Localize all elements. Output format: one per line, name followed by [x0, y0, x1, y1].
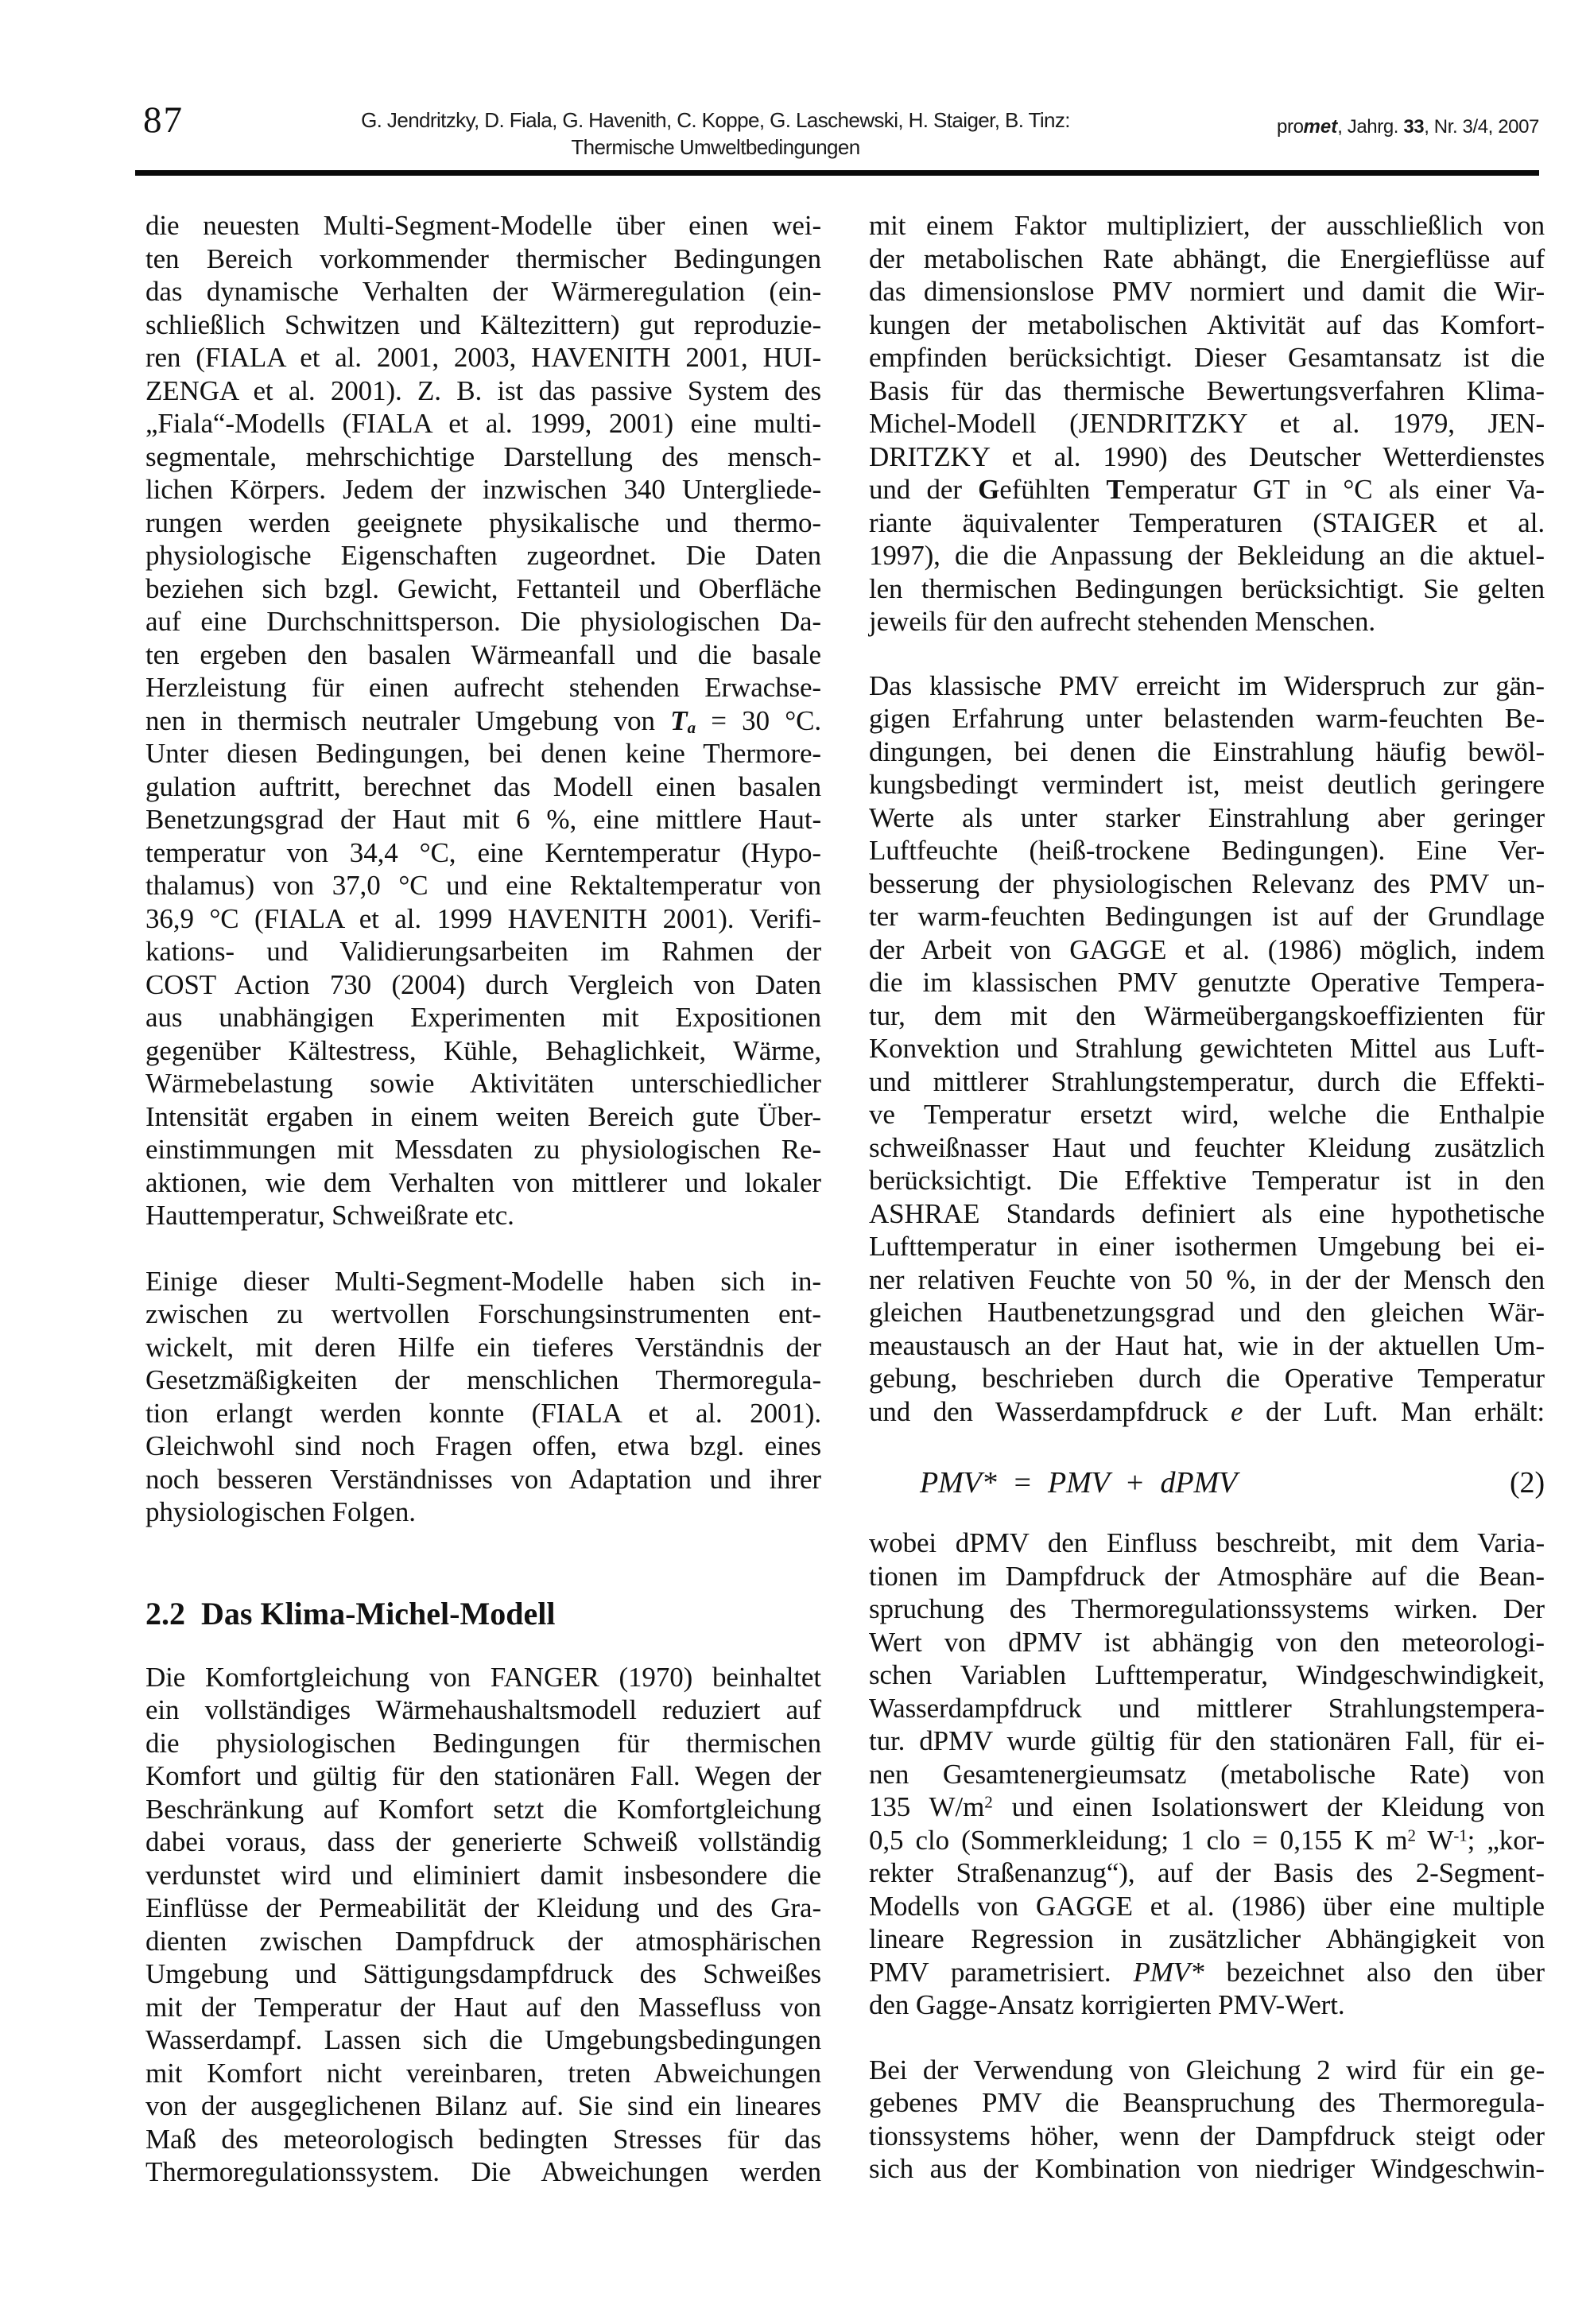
- text-line: physiologische Eigenschaften zugeordnet. Die Daten: [145, 540, 821, 571]
- text-line: schen Variablen Lufttemperatur, Windgeschwindigkeit,: [869, 1659, 1545, 1690]
- text-line: Maß des meteorologisch bedingten Stresses für das: [145, 2123, 821, 2155]
- text-line: rekter Straßenanzug“), auf der Basis des 2-Segment-: [869, 1857, 1545, 1888]
- paragraph-right-3: [869, 1527, 1545, 2022]
- text-line: Wasserdampfdruck und mittlerer Strahlungstempera-: [869, 1692, 1545, 1724]
- text-line: „Fiala“-Modells (FIALA et al. 1999, 2001) eine multi-: [145, 408, 821, 439]
- text-line: gleichen Hautbenetzungsgrad und den gleichen Wär-: [869, 1297, 1545, 1328]
- text-line: und den Wasserdampfdruck e der Luft. Man erhält:: [869, 1395, 1545, 1427]
- text-line: ASHRAE Standards definiert als eine hypothetische: [869, 1197, 1545, 1229]
- text-line: Luftfeuchte (heiß-trockene Bedingungen). Eine Ver-: [869, 835, 1545, 866]
- text-line: tion erlangt werden konnte (FIALA et al. 2001).: [145, 1397, 821, 1429]
- text-line: und der Gefühlten Temperatur GT in °C als einer Va-: [869, 474, 1545, 505]
- text-line: Unter diesen Bedingungen, bei denen keine Thermore-: [145, 738, 821, 769]
- text-line: Das klassische PMV erreicht im Widerspruch zur gän-: [869, 669, 1545, 701]
- text-line: der metabolischen Rate abhängt, die Energieflüsse auf: [869, 242, 1545, 274]
- text-line: riante äquivalenter Temperaturen (STAIGER et al.: [869, 506, 1545, 538]
- text-line: wobei dPMV den Einfluss beschreibt, mit dem Varia-: [869, 1527, 1545, 1558]
- header-center: [358, 107, 1073, 161]
- text-line: kungen der metabolischen Aktivität auf das Komfort-: [869, 308, 1545, 340]
- text-line: mit der Temperatur der Haut auf den Massefluss von: [145, 1991, 821, 2023]
- text-line: ve Temperatur ersetzt wird, welche die Enthalpie: [869, 1099, 1545, 1130]
- text-line: Herzleistung für einen aufrecht stehenden Erwachse-: [145, 672, 821, 703]
- text-line: empfinden berücksichtigt. Dieser Gesamtansatz ist die: [869, 342, 1545, 373]
- text-line: ner relativen Feuchte von 50 %, in der der Mensch den: [869, 1263, 1545, 1295]
- paragraph-right-2: [869, 669, 1545, 1429]
- text-line: jeweils für den aufrecht stehenden Menschen.: [869, 606, 1376, 637]
- text-line: ten ergeben den basalen Wärmeanfall und die basale: [145, 638, 821, 670]
- text-line: dabei voraus, dass der generierte Schweiß vollständig: [145, 1826, 821, 1857]
- text-line: schweißnasser Haut und feuchter Kleidung zusätzlich: [869, 1131, 1545, 1163]
- text-line: Wert von dPMV ist abhängig von den meteorologi-: [869, 1626, 1545, 1658]
- text-line: besserung der physiologischen Relevanz des PMV un-: [869, 867, 1545, 899]
- text-line: Wasserdampf. Lassen sich die Umgebungsbedingungen: [145, 2024, 821, 2055]
- text-line: lichen Körpers. Jedem der inzwischen 340 Untergliede-: [145, 474, 821, 505]
- text-line: DRITZKY et al. 1990) des Deutscher Wetterdienstes: [869, 440, 1545, 472]
- text-line: das dimensionslose PMV normiert und damit die Wir-: [869, 276, 1545, 307]
- section-heading: 2.2 Das Klima-Michel-Modell: [145, 1595, 556, 1631]
- left-column: [145, 209, 821, 2189]
- text-line: tur. dPMV wurde gültig für den stationären Fall, für ei-: [869, 1725, 1545, 1756]
- text-line: thalamus) von 37,0 °C und eine Rektaltemperatur von: [145, 870, 821, 901]
- text-line: ZENGA et al. 2001). Z. B. ist das passive System des: [145, 374, 821, 406]
- text-line: berücksichtigt. Die Effektive Temperatur ist in den: [869, 1165, 1545, 1196]
- text-line: kations- und Validierungsarbeiten im Rahmen der: [145, 936, 821, 967]
- text-line: den Gagge-Ansatz korrigierten PMV-Wert.: [869, 1989, 1345, 2020]
- text-line: aus unabhängigen Experimenten mit Expositionen: [145, 1002, 821, 1033]
- text-line: gigen Erfahrung unter belastenden warm-feuchten Be-: [869, 703, 1545, 734]
- equation-number: (2): [1509, 1466, 1545, 1500]
- text-line: einstimmungen mit Messdaten zu physiologischen Re-: [145, 1134, 821, 1165]
- header-rule: [135, 170, 1539, 176]
- equation-expression: PMV* = PMV + dPMV: [920, 1466, 1238, 1500]
- header-subtitle: Thermische Umweltbedingungen: [571, 135, 860, 159]
- right-column: [869, 209, 1545, 2186]
- text-line: ein vollständiges Wärmehaushaltsmodell reduziert auf: [145, 1694, 821, 1725]
- text-line: beziehen sich bzgl. Gewicht, Fettanteil und Oberfläche: [145, 572, 821, 604]
- text-line: tionssystems höher, wenn der Dampfdruck steigt oder: [869, 2120, 1545, 2151]
- text-line: mit Komfort nicht vereinbaren, treten Abweichungen: [145, 2057, 821, 2089]
- text-line: nen Gesamtenergieumsatz (metabolische Rate) von: [869, 1758, 1545, 1790]
- text-line: kungsbedingt vermindert ist, meist deutlich geringere: [869, 769, 1545, 800]
- text-line: Michel-Modell (JENDRITZKY et al. 1979, JEN-: [869, 408, 1545, 439]
- text-line: Einflüsse der Permeabilität der Kleidung und des Gra-: [145, 1892, 821, 1923]
- paragraph-left-3: [145, 1661, 821, 2189]
- text-line: auf eine Durchschnittsperson. Die physiologischen Da-: [145, 606, 821, 637]
- text-line: von der ausgeglichenen Bilanz auf. Sie sind ein lineares: [145, 2090, 821, 2121]
- text-line: tur, dem mit den Wärmeübergangskoeffizienten für: [869, 999, 1545, 1031]
- paragraph-right-1: [869, 209, 1545, 638]
- text-line: Einige dieser Multi-Segment-Modelle haben sich in-: [145, 1265, 821, 1297]
- text-line: sich aus der Kombination von niedriger Windgeschwin-: [869, 2153, 1545, 2184]
- text-line: 0,5 clo (Sommerkleidung; 1 clo = 0,155 K $m^2$ $W^{-1}$; „kor-: [869, 1824, 1545, 1856]
- text-line: 1997), die die Anpassung der Bekleidung an die aktuel-: [869, 540, 1545, 571]
- paragraph-left-1: [145, 209, 821, 1232]
- text-line: gebenes PMV die Beanspruchung des Thermoregula-: [869, 2087, 1545, 2118]
- text-line: Die Komfortgleichung von FANGER (1970) beinhaltet: [145, 1661, 821, 1693]
- text-line: 135 $W/m^2$ und einen Isolationswert der Kleidung von: [869, 1791, 1545, 1822]
- text-line: COST Action 730 (2004) durch Vergleich von Daten: [145, 968, 821, 1000]
- text-line: schließlich Schwitzen und Kältezittern) gut reproduzie-: [145, 308, 821, 340]
- text-line: 36,9 °C (FIALA et al. 1999 HAVENITH 2001). Verifi-: [145, 902, 821, 934]
- header-authors: G. Jendritzky, D. Fiala, G. Havenith, C. Koppe, G. Laschewski, H. Staiger, B. Tinz:: [361, 108, 1070, 132]
- text-line: segmentale, mehrschichtige Darstellung des mensch-: [145, 440, 821, 472]
- text-line: temperatur von 34,4 °C, eine Kerntemperatur (Hypo-: [145, 836, 821, 868]
- text-line: Bei der Verwendung von Gleichung 2 wird für ein ge-: [869, 2054, 1545, 2085]
- text-line: Komfort und gültig für den stationären Fall. Wegen der: [145, 1760, 821, 1791]
- text-line: meaustausch an der Haut hat, wie in der aktuellen Um-: [869, 1329, 1545, 1361]
- text-line: ter warm-feuchten Bedingungen ist auf der Grundlage: [869, 901, 1545, 932]
- text-line: Intensität ergaben in einem weiten Bereich gute Über-: [145, 1100, 821, 1132]
- text-line: Gleichwohl sind noch Fragen offen, etwa bzgl. eines: [145, 1430, 821, 1461]
- text-line: ren (FIALA et al. 2001, 2003, HAVENITH 2001, HUI-: [145, 342, 821, 373]
- text-line: aktionen, wie dem Verhalten von mittlerer und lokaler: [145, 1166, 821, 1198]
- text-line: Gesetzmäßigkeiten der menschlichen Thermoregula-: [145, 1364, 821, 1395]
- text-line: Basis für das thermische Bewertungsverfahren Klima-: [869, 374, 1545, 406]
- text-line: Wärmebelastung sowie Aktivitäten unterschiedlicher: [145, 1068, 821, 1099]
- text-line: rungen werden geeignete physikalische und thermo-: [145, 506, 821, 538]
- page-number: 87: [143, 99, 184, 141]
- text-line: spruchung des Thermoregulationssystems wirken. Der: [869, 1593, 1545, 1624]
- text-line: zwischen zu wertvollen Forschungsinstrumenten ent-: [145, 1298, 821, 1329]
- paragraph-right-4: [869, 2054, 1545, 2186]
- text-line: und mittlerer Strahlungstemperatur, durch die Effekti-: [869, 1065, 1545, 1097]
- text-line: die im klassischen PMV genutzte Operative Tempera-: [869, 967, 1545, 998]
- text-line: PMV parametrisiert. PMV* bezeichnet also den über: [869, 1956, 1545, 1988]
- text-line: Werte als unter starker Einstrahlung aber geringer: [869, 801, 1545, 833]
- text-line: len thermischen Bedingungen berücksichtigt. Sie gelten: [869, 572, 1545, 604]
- text-line: die neuesten Multi-Segment-Modelle über einen wei-: [145, 210, 821, 241]
- text-line: mit einem Faktor multipliziert, der ausschließlich von: [869, 210, 1545, 241]
- text-line: Modells von GAGGE et al. (1986) über eine multiple: [869, 1890, 1545, 1922]
- text-line: tionen im Dampfdruck der Atmosphäre auf die Bean-: [869, 1560, 1545, 1592]
- text-line: Thermoregulationssystem. Die Abweichungen werden: [145, 2156, 821, 2187]
- equation: [869, 1461, 1545, 1504]
- text-line: physiologischen Folgen.: [145, 1496, 416, 1527]
- text-line: Benetzungsgrad der Haut mit 6 %, eine mittlere Haut-: [145, 804, 821, 835]
- text-line: dingungen, bei denen die Einstrahlung häufig bewöl-: [869, 735, 1545, 767]
- text-line: Konvektion und Strahlung gewichteten Mittel aus Luft-: [869, 1033, 1545, 1064]
- text-line: gulation auftritt, berechnet das Modell einen basalen: [145, 770, 821, 802]
- text-line: Beschränkung auf Komfort setzt die Komfortgleichung: [145, 1793, 821, 1825]
- text-line: der Arbeit von GAGGE et al. (1986) möglich, indem: [869, 933, 1545, 965]
- text-line: gebung, beschrieben durch die Operative Temperatur: [869, 1363, 1545, 1394]
- text-line: das dynamische Verhalten der Wärmeregulation (ein-: [145, 276, 821, 307]
- text-line: nen in thermisch neutraler Umgebung von $T_a = 30$ °C.: [145, 704, 821, 737]
- text-line: ten Bereich vorkommender thermischer Bedingungen: [145, 242, 821, 274]
- header-journal-ref: promet, Jahrg. 33, Nr. 3/4, 2007: [1277, 116, 1539, 138]
- text-line: Umgebung und Sättigungsdampfdruck des Schweißes: [145, 1958, 821, 1989]
- text-line: Lufttemperatur in einer isothermen Umgebung bei ei-: [869, 1231, 1545, 1262]
- text-line: Hauttemperatur, Schweißrate etc.: [145, 1200, 514, 1231]
- text-line: gegenüber Kältestress, Kühle, Behaglichkeit, Wärme,: [145, 1034, 821, 1066]
- text-line: die physiologischen Bedingungen für thermischen: [145, 1727, 821, 1759]
- text-line: lineare Regression in zusätzlicher Abhängigkeit von: [869, 1923, 1545, 1954]
- text-line: wickelt, mit deren Hilfe ein tieferes Verständnis der: [145, 1331, 821, 1363]
- text-line: noch besseren Verständnisses von Adaptation und ihrer: [145, 1463, 821, 1495]
- text-line: dienten zwischen Dampfdruck der atmosphärischen: [145, 1925, 821, 1957]
- text-line: verdunstet wird und eliminiert damit insbesondere die: [145, 1859, 821, 1891]
- paragraph-left-2: [145, 1265, 821, 1529]
